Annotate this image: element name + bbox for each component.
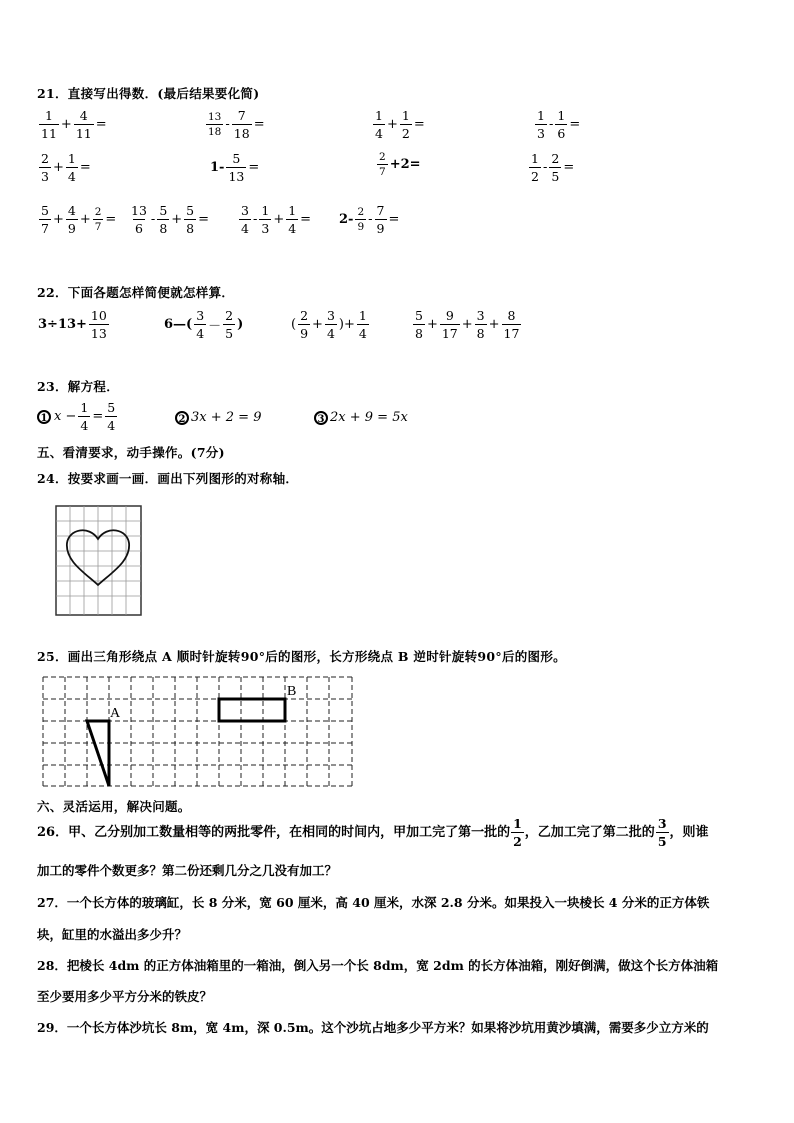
rectangle-shape	[219, 699, 285, 721]
heart-grid-figure	[55, 505, 143, 617]
point-a-label: A	[110, 706, 121, 721]
circled-number-2: 2	[175, 411, 189, 425]
q28-line-2: 至少要用多少平方分米的铁皮？	[37, 989, 213, 1004]
q22-expr-3: ( $\frac{2}{9}$ + $\frac{3}{4}$ )+ $\frac{1}{4}$	[291, 308, 367, 341]
circled-number-3: 3	[314, 411, 328, 425]
q22-expr-4: $\frac{5}{8}$ + $\frac{9}{17}$ + $\frac{3}{8}$ + $\frac{8}{17}$	[415, 308, 520, 341]
q22-title: 22．下面各题怎样简便就怎样算．	[37, 285, 235, 300]
q21-expr-11: $\frac{3}{4}$ - $\frac{1}{3}$ + $\frac{1}{4}$ =	[241, 203, 312, 236]
q24-title: 24．按要求画一画．画出下列图形的对称轴．	[37, 471, 299, 486]
q21-expr-9: $\frac{5}{7}$ + $\frac{4}{9}$ + $\frac{2}{7}$ =	[41, 203, 117, 236]
q23-eq-1: 1 x − $\frac{1}{4}$ = $\frac{5}{4}$	[37, 400, 118, 433]
q21-expr-8: $\frac{1}{2}$ - $\frac{2}{5}$ =	[531, 151, 575, 184]
q21-title: 21．直接写出得数．(最后结果要化简)	[37, 86, 260, 101]
q27-line-1: 27．一个长方体的玻璃缸，长 8 分米，宽 60 厘米，高 40 厘米，水深 2.8 分米。如果投入一块棱长 4 分米的正方体铁	[37, 895, 710, 910]
q23-eq-2: 2 3x + 2 = 9	[175, 410, 261, 425]
q23-eq-3: 3 2x + 9 = 5x	[314, 410, 408, 425]
q21-expr-2: $\frac{13}{18}$ - $\frac{7}{18}$ =	[208, 108, 265, 141]
section-6-heading: 六、灵活运用，解决问题。	[37, 799, 191, 814]
triangle-shape	[87, 721, 109, 786]
circled-number-1: 1	[37, 410, 51, 424]
q21-expr-10: $\frac{13}{6}$ - $\frac{5}{8}$ + $\frac{5}{8}$ =	[131, 203, 210, 236]
q29-line-1: 29．一个长方体沙坑长 8m，宽 4m，深 0.5m。这个沙坑占地多少平方米？如果将沙坑用黄沙填满，需要多少立方米的	[37, 1020, 709, 1035]
q21-expr-5: $\frac{2}{3}$ + $\frac{1}{4}$ =	[41, 151, 91, 184]
q26-line-1: 26．甲、乙分别加工数量相等的两批零件，在相同的时间内，甲加工完了第一批的 $\frac{1}{2}$ ，乙加工完了第二批的 $\frac{3}{5}$ ，则谁	[37, 816, 709, 849]
q21-expr-3: $\frac{1}{4}$ + $\frac{1}{2}$ =	[375, 108, 425, 141]
q26-line-2: 加工的零件个数更多？第二份还剩几分之几没有加工？	[37, 863, 338, 878]
q21-expr-4: $\frac{1}{3}$ - $\frac{1}{6}$ =	[537, 108, 581, 141]
q23-title: 23．解方程．	[37, 379, 119, 394]
q27-line-2: 块，缸里的水溢出多少升？	[37, 927, 188, 942]
q22-expr-2: 6—( $\frac{3}{4}$ － $\frac{2}{5}$ )	[164, 308, 244, 341]
grid-frame	[56, 506, 141, 615]
q21-expr-7: $\frac{2}{7}$ +2=	[379, 151, 421, 178]
q28-line-1: 28．把棱长 4dm 的正方体油箱里的一箱油，倒入另一个长 8dm，宽 2dm 的长方体油箱，刚好倒满，做这个长方体油箱	[37, 958, 719, 973]
q22-expr-1: 3÷13+ $\frac{10}{13}$	[38, 308, 107, 341]
q21-expr-1: $\frac{1}{11}$ + $\frac{4}{11}$ =	[41, 108, 107, 141]
q25-title: 25．画出三角形绕点 A 顺时针旋转90°后的图形，长方形绕点 B 逆时针旋转90°后的图形。	[37, 649, 566, 664]
q21-expr-6: 1- $\frac{5}{13}$ =	[210, 151, 260, 184]
point-b-label: B	[287, 684, 297, 699]
rotation-grid-figure	[40, 675, 356, 789]
q21-expr-12: 2- $\frac{2}{9}$ - $\frac{7}{9}$ =	[339, 203, 400, 236]
section-5-heading: 五、看清要求，动手操作。(7分)	[37, 445, 225, 460]
